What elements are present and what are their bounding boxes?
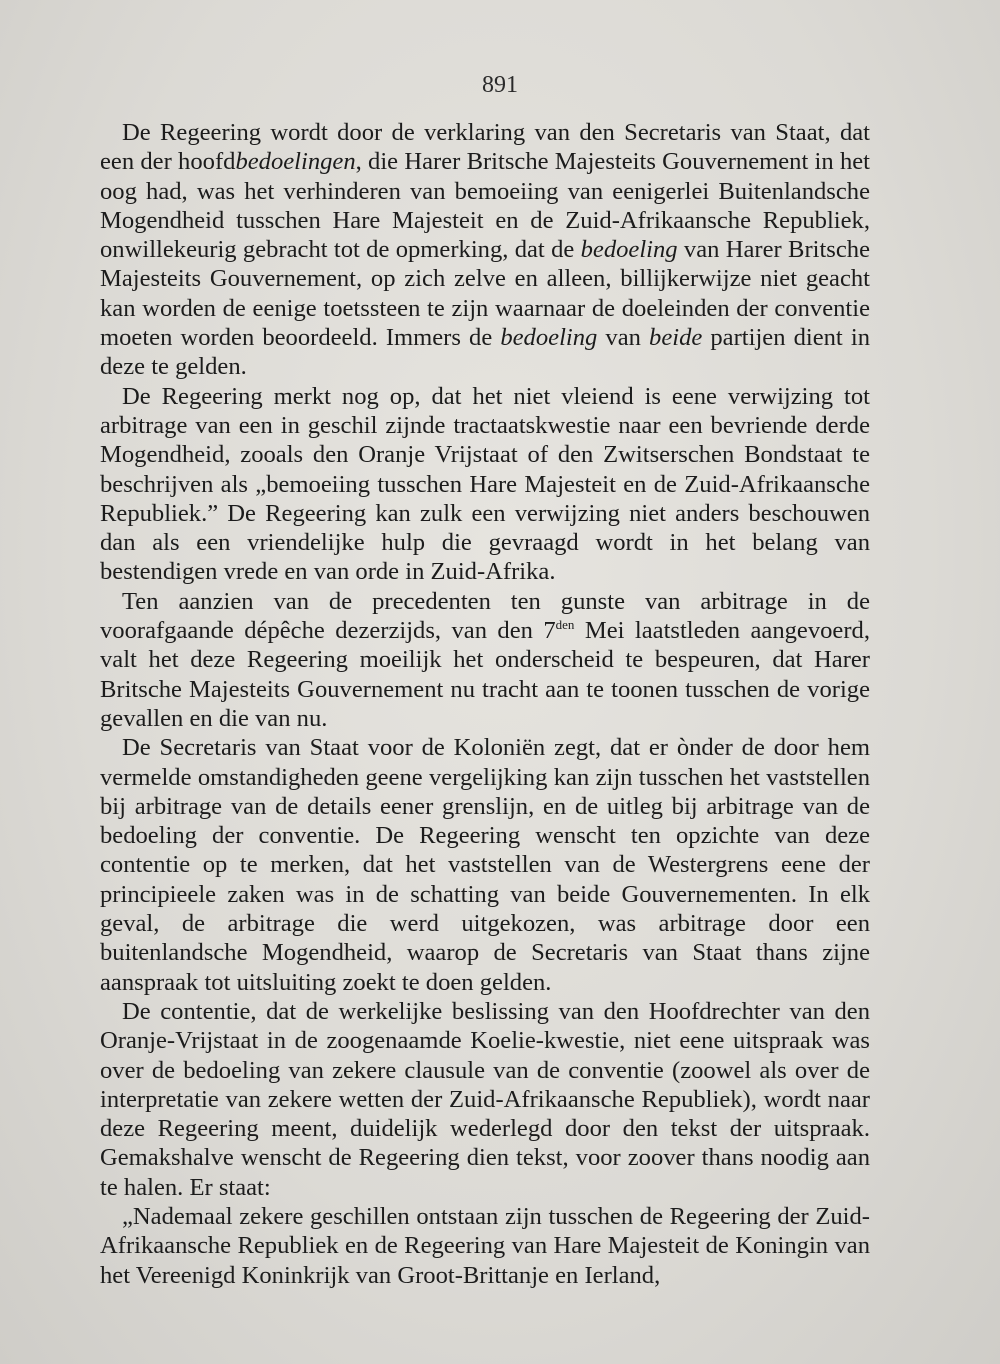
paragraph-text: van Harer Britsche Majesteits Gouvernement, op zich zelve en alleen, billijkerwijze niet geacht kan worden de eenige toetssteen te zijn waarnaar de doeleinden der conventie moeten worden beoordeeld. Immers de: [100, 236, 871, 352]
italic-text: beide: [649, 324, 703, 352]
paragraph-text: van: [597, 324, 650, 352]
paragraph: [100, 382, 870, 587]
italic-text: bedoeling: [500, 324, 598, 352]
paragraph-text: De Regeering merkt nog op, dat het niet vleiend is eene verwijzing tot arbitrage van een in geschil zijnde tractaatskwestie naar een bevriende derde Mogendheid, zooals den Oranje Vrijstaat of den Zwitserschen Bondstaat te beschrijven als „bemoeiing tusschen Hare Majesteit en de Zuid-Afrikaansche Republiek.” De Regeering kan zulk een verwijzing niet anders beschouwen dan als een vriendelijke hulp die gevraagd wordt in het belang van bestendigen vrede en van orde in Zuid-Afrika.: [100, 382, 870, 586]
page-number: 891: [482, 72, 518, 98]
paragraph: [100, 587, 870, 733]
paragraph-text: De Secretaris van Staat voor de Koloniën zegt, dat er ònder de door hem vermelde omstandigheden geene vergelijking kan zijn tusschen het vaststellen bij arbitrage van de details eener grenslijn, en de uitleg bij arbitrage van de bedoeling der conventie. De Regeering wenscht ten opzichte van deze contentie op te merken, dat het vaststellen van de Westergrens eene der principieele zaken was in de schatting van beide Gouvernementen. In elk geval, de arbitrage die werd uitgekozen, was arbitrage door een buitenlandsche Mogendheid, waarop de Secretaris van Staat thans zijne aanspraak tot uitsluiting zoekt te doen gelden.: [100, 734, 870, 996]
paragraph-text: „Nademaal zekere geschillen ontstaan zijn tusschen de Regeering der Zuid-Afrikaansche Republiek en de Regeering van Hare Majesteit de Koningin van het Vereenigd Koninkrijk van Groot-Brittanje en Ierland,: [100, 1202, 870, 1289]
paragraph: [100, 733, 870, 997]
superscript-text: den: [555, 617, 575, 633]
paragraph: [100, 997, 870, 1202]
paragraph-text: De Regeering wordt door de verklaring van den Secretaris van Staat, dat een der hoofd: [100, 119, 870, 176]
paragraph: [100, 118, 870, 382]
paragraph-text: Mei laatstleden aangevoerd, valt het deze Regeering moeilijk het onderscheid te bespeuren, dat Harer Britsche Majesteits Gouvernement nu tracht aan te toonen tusschen de vorige gevallen en die van nu.: [100, 617, 870, 732]
body-text: [100, 118, 870, 1290]
italic-text: bedoelingen: [235, 148, 356, 176]
paragraph-text: , die Harer Britsche Majesteits Gouvernement in het oog had, was het verhinderen van bemoeiing van eenigerlei Buitenlandsche Mogendheid tusschen Hare Majesteit en de Zuid-Afrikaansche Republiek, onwillekeurig gebracht tot de opmerking, dat de: [100, 148, 870, 264]
italic-text: bedoeling: [580, 236, 678, 264]
paragraph: [100, 1202, 870, 1290]
paragraph-text: partijen dient in deze te gelden.: [100, 324, 870, 381]
paragraph-text: Ten aanzien van de precedenten ten gunste van arbitrage in de voorafgaande dépêche dezerzijds, van den 7: [100, 587, 870, 645]
paragraph-text: De contentie, dat de werkelijke beslissing van den Hoofdrechter van den Oranje-Vrijstaat in de zoogenaamde Koelie-kwestie, niet eene uitspraak was over de bedoeling van zekere clausule van de conventie (zoowel als over de interpretatie van zekere wetten der Zuid-Afrikaansche Republiek), wordt naar deze Regeering meent, duidelijk wederlegd door den tekst der uitspraak. Gemakshalve wenscht de Regeering dien tekst, voor zoover thans noodig aan te halen. Er staat:: [100, 997, 870, 1201]
